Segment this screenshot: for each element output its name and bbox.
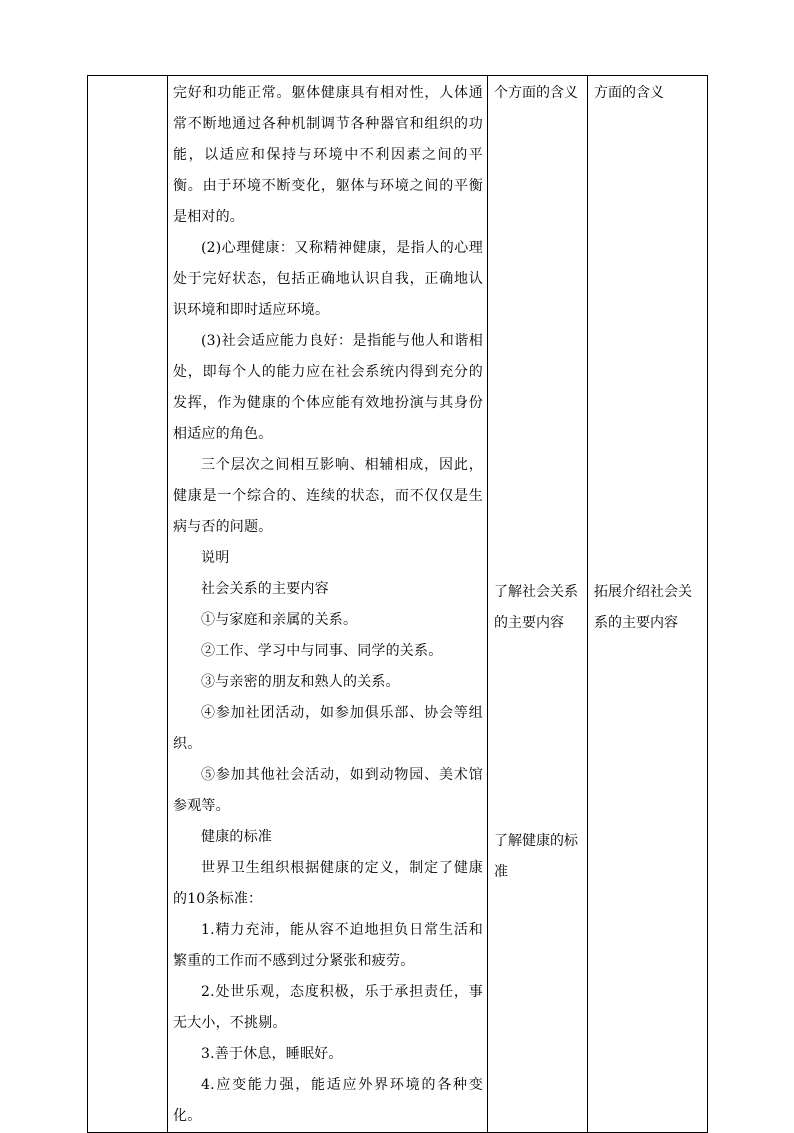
- content-paragraph: 三个层次之间相互影响、相辅相成，因此，健康是一个综合的、连续的状态，而不仅仅是生病与否的问题。: [173, 457, 483, 535]
- goal-text: 个方面的含义: [494, 85, 578, 101]
- lesson-plan-table: [87, 75, 708, 1133]
- list-item: 1.精力充沛，能从容不迫地担负日常生活和繁重的工作而不感到过分紧张和疲劳。: [173, 922, 483, 969]
- content-heading: 说明: [201, 550, 230, 566]
- list-item: ⑤参加其他社会活动，如到动物园、美术馆参观等。: [173, 767, 483, 814]
- list-item: 2.处世乐观，态度积极，乐于承担责任，事无大小，不挑剔。: [173, 984, 483, 1031]
- intent-text: 拓展介绍社会关系的主要内容: [594, 584, 692, 631]
- list-item: 4.应变能力强，能适应外界环境的各种变化。: [173, 1077, 483, 1124]
- content-heading: 健康的标准: [201, 829, 272, 845]
- teaching-content-cell: [168, 76, 488, 1133]
- list-item: ④参加社团活动，如参加俱乐部、协会等组织。: [173, 705, 483, 752]
- list-item: 3.善于休息，睡眠好。: [201, 1046, 343, 1062]
- intent-text: 方面的含义: [594, 85, 664, 101]
- content-paragraph: 世界卫生组织根据健康的定义，制定了健康的10条标准：: [173, 860, 483, 907]
- goal-text: 了解社会关系的主要内容: [494, 584, 578, 631]
- section-column-cell: [88, 76, 168, 1133]
- design-intent-cell: [588, 76, 708, 1133]
- goal-text: 了解健康的标准: [494, 833, 578, 880]
- content-paragraph: (3)社会适应能力良好：是指能与他人和谐相处，即每个人的能力应在社会系统内得到充分的发挥，作为健康的个体应能有效地扮演与其身份相适应的角色。: [173, 333, 483, 442]
- learning-goal-cell: [488, 76, 588, 1133]
- content-paragraph: 完好和功能正常。躯体健康具有相对性，人体通常不断地通过各种机制调节各种器官和组织的功能，以适应和保持与环境中不利因素之间的平衡。由于环境不断变化，躯体与环境之间的平衡是相对的。: [173, 85, 483, 225]
- content-heading: 社会关系的主要内容: [201, 581, 329, 597]
- content-paragraph: (2)心理健康：又称精神健康，是指人的心理处于完好状态，包括正确地认识自我，正确地认识环境和即时适应环境。: [173, 240, 483, 318]
- list-item: ①与家庭和亲属的关系。: [201, 612, 358, 628]
- list-item: ②工作、学习中与同事、同学的关系。: [201, 643, 443, 659]
- list-item: ③与亲密的朋友和熟人的关系。: [201, 674, 400, 690]
